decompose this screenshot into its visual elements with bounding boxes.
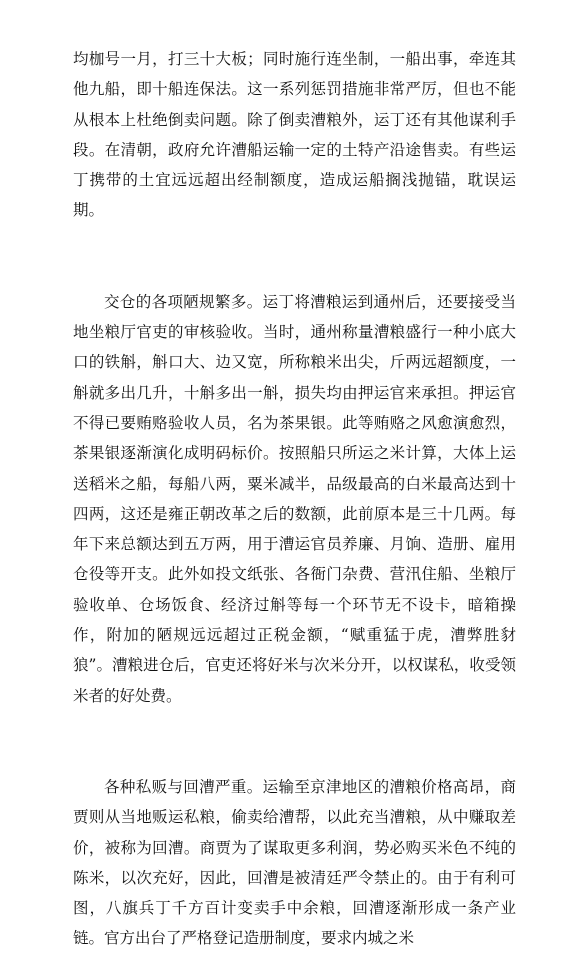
paragraph-2: 交仓的各项陋规繁多。运丁将漕粮运到通州后，还要接受当地坐粮厅官吏的审核验收。当时，通州称量漕粮盛行一种小底大口的铁斛，斛口大、边又宽，所称粮米出尖，斤两远超额度，一斛就多出几升，十斛多出一斛，损失均由押运官来承担。押运官不得已要贿赂验收人员，名为茶果银。此等贿赂之风愈演愈烈，茶果银逐渐演化成明码标价。按照船只所运之米计算，大体上运送稻米之船，每船八两，粟米减半，品级最高的白米最高达到十四两，这还是雍正朝改革之后的数额，此前原本是三十几两。每年下来总额达到五万两，用于漕运官员养廉、月饷、造册、雇用仓役等开支。此外如投文纸张、各衙门杂费、营汛住船、坐粮厅验收单、仓场饭食、经济过斛等每一个环节无不设卡，暗箱操作，附加的陋规远远超过正税金额，“赋重猛于虎，漕弊胜豺狼”。漕粮进仓后，官吏还将好米与次米分开，以权谋私，收受领米者的好处费。 bbox=[73, 292, 516, 705]
paragraph-gap bbox=[73, 226, 516, 287]
paragraph-gap bbox=[73, 711, 516, 772]
paragraph-1: 均枷号一月，打三十大板；同时施行连坐制，一船出事，牵连其他九船，即十船连保法。这一系列惩罚措施非常严厉，但也不能从根本上杜绝倒卖问题。除了倒卖漕粮外，运丁还有其他谋利手段。在清朝，政府允许漕船运输一定的土特产沿途售卖。有些运丁携带的土宜远远超出经制额度，造成运船搁浅抛锚，耽误运期。 bbox=[73, 50, 516, 220]
paragraph-3: 各种私贩与回漕严重。运输至京津地区的漕粮价格高昂，商贾则从当地贩运私粮，偷卖给漕帮，以此充当漕粮，从中赚取差价，被称为回漕。商贾为了谋取更多利润，势必购买米色不纯的陈米，以次充好，因此，回漕是被清廷严令禁止的。由于有利可图，八旗兵丁千方百计变卖手中余粮，回漕逐渐形成一条产业链。官方出台了严格登记造册制度，要求内城之米 bbox=[73, 777, 516, 948]
